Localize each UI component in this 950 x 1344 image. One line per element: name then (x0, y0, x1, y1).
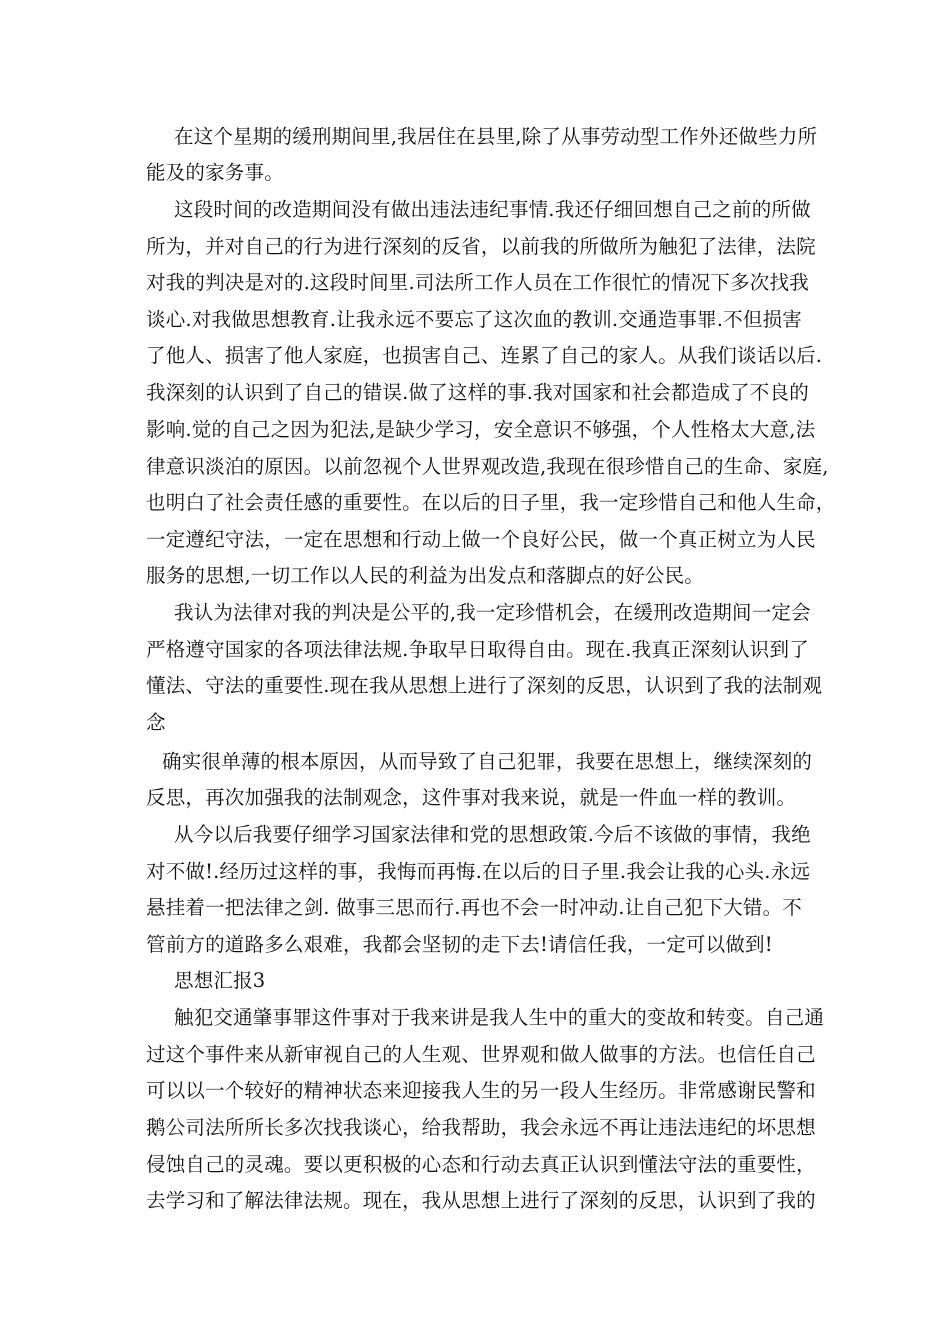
text-line: 这段时间的改造期间没有做出违法违纪事情.我还仔细回想自己之前的所做 (174, 198, 811, 221)
text-line: 对不做!.经历过这样的事，我悔而再悔.在以后的日子里.我会让我的心头.永远 (146, 860, 811, 883)
section-heading: 思想汇报3 (174, 969, 266, 992)
text-line: 念 (146, 711, 166, 734)
text-line: 懂法、守法的重要性.现在我从思想上进行了深刻的反思，认识到了我的法制观 (146, 674, 823, 697)
text-line: 对我的判决是对的.这段时间里.司法所工作人员在工作很忙的情况下多次找我 (146, 271, 809, 294)
text-line: 影响.觉的自己之因为犯法,是缺少学习，安全意识不够强，个人性格太大意,法 (146, 418, 816, 441)
text-line: 我深刻的认识到了自己的错误.做了这样的事.我对国家和社会都造成了不良的 (146, 381, 809, 404)
text-line: 严格遵守国家的各项法律法规.争取早日取得自由。现在.我真正深刻认识到了 (146, 638, 809, 661)
text-line: 在这个星期的缓刑期间里,我居住在县里,除了从事劳动型工作外还做些力所 (174, 125, 818, 148)
text-line: 确实很单薄的根本原因，从而导致了自己犯罪，我要在思想上，继续深刻的 (162, 750, 813, 773)
text-line: 可以以一个较好的精神状态来迎接我人生的另一段人生经历。非常感谢民警和 (146, 1079, 816, 1102)
text-line: 所为，并对自己的行为进行深刻的反省，以前我的所做所为触犯了法律，法院 (146, 235, 816, 258)
text-line: 谈心.对我做思想教育.让我永远不要忘了这次血的教训.交通造事罪.不但损害 (146, 308, 802, 331)
text-line: 能及的家务事。 (146, 161, 284, 184)
text-line: 律意识淡泊的原因。以前忽视个人世界观改造,我现在很珍惜自己的生命、家庭, (146, 455, 829, 478)
text-line: 从今以后我要仔细学习国家法律和党的思想政策.今后不该做的事情，我绝 (174, 823, 811, 846)
text-line: 悬挂着一把法律之剑. 做事三思而行.再也不会一时冲动.让自己犯下大错。不 (146, 896, 802, 919)
text-line: 一定遵纪守法，一定在思想和行动上做一个良好公民，做一个真正树立为人民 (146, 528, 816, 551)
text-line: 服务的思想,一切工作以人民的利益为出发点和落脚点的好公民。 (146, 564, 704, 587)
text-line: 了他人、损害了他人家庭，也损害自己、连累了自己的家人。从我们谈话以后. (146, 344, 823, 367)
text-line: 去学习和了解法律法规。现在，我从思想上进行了深刻的反思，认识到了我的 (146, 1189, 816, 1212)
text-line: 管前方的道路多么艰难，我都会坚韧的走下去!请信任我，一定可以做到! (146, 933, 773, 956)
text-line: 过这个事件来从新审视自己的人生观、世界观和做人做事的方法。也信任自己 (146, 1043, 816, 1066)
text-line: 我认为法律对我的判决是公平的,我一定珍惜机会，在缓刑改造期间一定会 (174, 601, 811, 624)
text-line: 侵蚀自己的灵魂。要以更积极的心态和行动去真正认识到懂法守法的重要性， (146, 1153, 816, 1176)
text-line: 反思，再次加强我的法制观念，这件事对我来说，就是一件血一样的教训。 (146, 786, 797, 809)
text-line: 也明白了社会责任感的重要性。在以后的日子里，我一定珍惜自己和他人生命， (146, 491, 836, 514)
text-line: 鹅公司法所所长多次找我谈心，给我帮助，我会永远不再让违法违纪的坏思想 (146, 1116, 816, 1139)
text-line: 触犯交通肇事罪这件事对于我来讲是我人生中的重大的变故和转变。自己通 (174, 1006, 825, 1029)
